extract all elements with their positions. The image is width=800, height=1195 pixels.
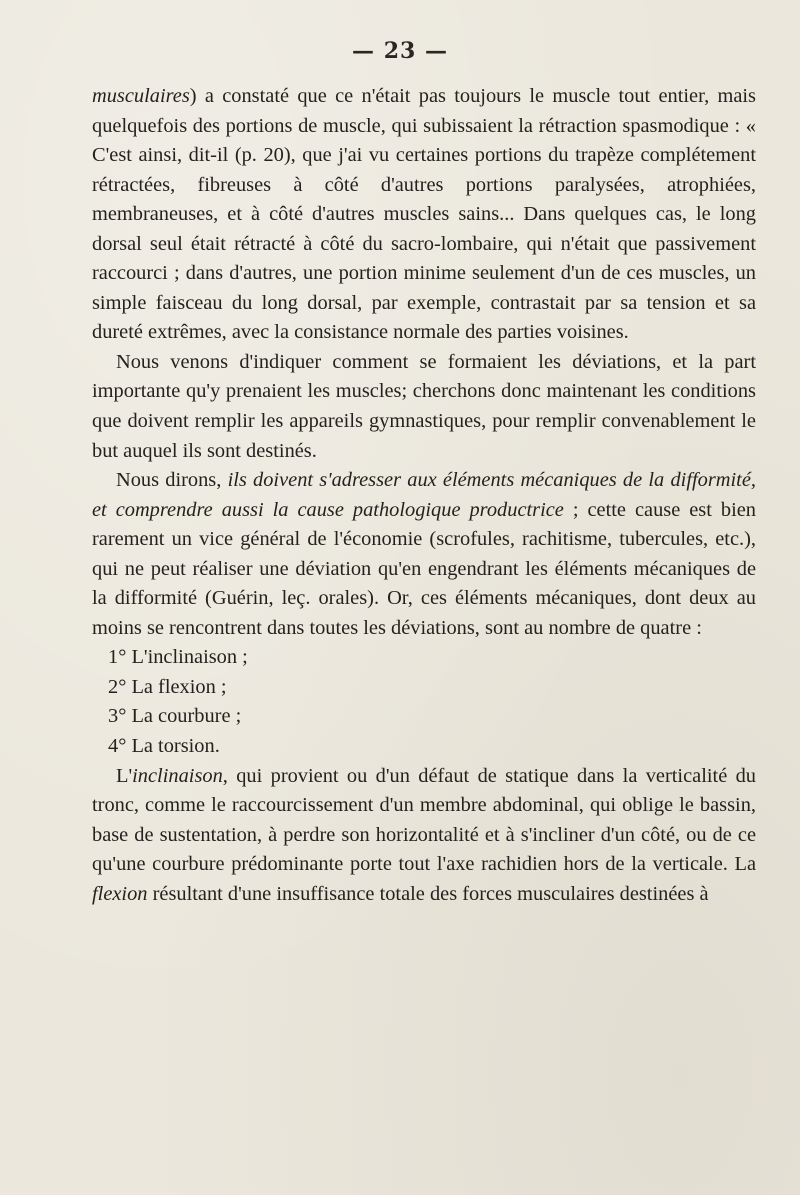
paragraph-3-text: ; cette cause est bien rarement un vice général de l'économie (scrofules, rachitisme, tubercules, etc.), qui ne peut réaliser une déviation qu'en engendrant les éléments mécaniques de la difformité (Guérin, leç. orales). Or, ces éléments mécaniques, dont deux au moins se rencontrent dans toutes les déviations, sont au nombre de quatre : [92, 498, 756, 639]
paragraph-4-a: L' [116, 764, 133, 787]
paragraph-3 [92, 466, 756, 643]
paragraph-1-text: ) a constaté que ce n'était pas toujours le muscle tout entier, mais quelquefois des portions de muscle, qui subissaient la rétraction spasmodique : « C'est ainsi, dit-il (p. 20), que j'ai vu certaines portions du trapèze complétement rétractées, fibreuses à côté d'autres portions paralysées, atrophiées, membraneuses, et à côté d'autres muscles sains... Dans quelques cas, le long dorsal seul était rétracté à côté du sacro-lombaire, qui n'était que passivement raccourci ; dans d'autres, une portion minime seulement d'un de ces muscles, un simple faisceau du long dorsal, par exemple, contrastait par sa tension et sa dureté extrêmes, avec la consistance normale des parties voisines. [92, 85, 756, 344]
list-item-torsion: 4° La torsion. [108, 735, 220, 758]
paragraph-4-b: , qui provient ou d'un défaut de statique dans la verticalité du tronc, comme le raccourcissement d'un membre abdominal, qui oblige le bassin, base de sustentation, à perdre son horizontalité et à s'incliner d'un côté, ou de ce qu'une courbure prédominante porte tout l'axe rachidien hors de la verticale. La [92, 764, 756, 876]
paragraph-2: Nous venons d'indiquer comment se formaient les déviations, et la part importante qu'y prenaient les muscles; cherchons donc maintenant les conditions que doivent remplir les appareils gymnastiques, pour remplir convenablement le but auquel ils sont destinés. [92, 350, 756, 462]
list-item-inclinaison: 1° L'inclinaison ; [108, 646, 248, 669]
body-text [92, 82, 756, 909]
paragraph-1 [92, 82, 756, 348]
paragraph-4-italic-inclinaison: inclinaison [132, 764, 223, 787]
paragraph-3-intro: Nous dirons, [116, 469, 228, 492]
paragraph-4-c: résultant d'une insuffisance totale des forces musculaires destinées à [147, 882, 709, 905]
list-item-courbure: 3° La courbure ; [108, 705, 242, 728]
paragraph-3-italic: ils doivent s'adresser aux éléments mécaniques de la difformité, et comprendre aussi la cause pathologique productrice [92, 469, 756, 521]
italic-word: musculaires [92, 85, 190, 107]
list-item-flexion: 2° La flexion ; [108, 675, 227, 698]
paragraph-4-italic-flexion: flexion [92, 882, 148, 905]
page-number: — 23 — [352, 38, 448, 64]
paragraph-4 [92, 762, 756, 910]
